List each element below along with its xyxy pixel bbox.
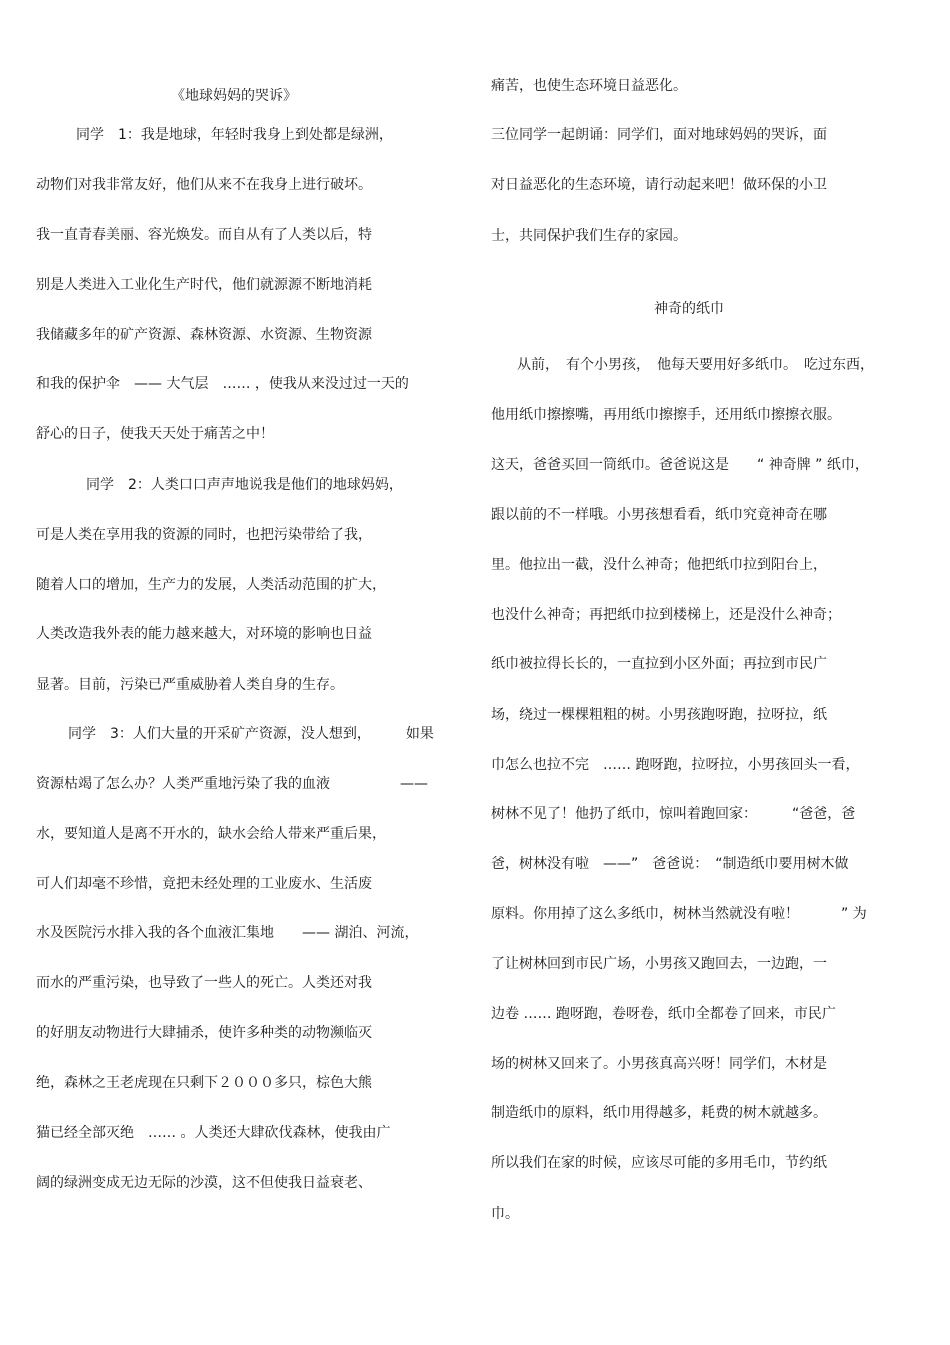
text-line: 别是人类进入工业化生产时代，他们就源源不断地消耗	[36, 277, 372, 293]
text-line: 了让树林回到市民广场，小男孩又跑回去，一边跑，一	[491, 956, 827, 972]
text-line: 所以我们在家的时候，应该尽可能的多用毛巾，节约纸	[491, 1155, 827, 1171]
text-line: 边卷 …… 跑呀跑，卷呀卷，纸巾全都卷了回来，市民广	[491, 1006, 836, 1022]
text-line: 制造纸巾的原料，纸巾用得越多，耗费的树木就越多。	[491, 1105, 827, 1121]
text-line: 这天，爸爸买回一筒纸巾。爸爸说这是 “ 神奇牌 ” 纸巾，	[491, 457, 869, 473]
text-line: 从前， 有个小男孩， 他每天要用好多纸巾。 吃过东西，	[517, 357, 874, 373]
text-line: 对日益恶化的生态环境，请行动起来吧！做环保的小卫	[491, 177, 827, 193]
text-line: 水，要知道人是离不开水的，缺水会给人带来严重后果，	[36, 826, 386, 842]
text-line: 显著。目前，污染已严重威胁着人类自身的生存。	[36, 677, 344, 693]
text-line: 三位同学一起朗诵：同学们，面对地球妈妈的哭诉，面	[491, 127, 827, 143]
text-line: 原料。你用掉了这么多纸巾，树林当然就没有啦！ ” 为	[491, 906, 867, 922]
text-line: 人类改造我外表的能力越来越大，对环境的影响也日益	[36, 626, 372, 642]
text-line: 我储藏多年的矿产资源、森林资源、水资源、生物资源	[36, 327, 372, 343]
text-line: 爸，树林没有啦 ——” 爸爸说： “制造纸巾要用树木做	[491, 856, 849, 872]
text-line: 和我的保护伞 —— 大气层 …… ，使我从来没过过一天的	[36, 376, 409, 392]
text-line: 绝，森林之王老虎现在只剩下２０００多只，棕色大熊	[36, 1075, 372, 1091]
text-line: 痛苦，也使生态环境日益恶化。	[491, 78, 687, 94]
text-line: 舒心的日子，使我天天处于痛苦之中！	[36, 426, 274, 442]
text-line: 动物们对我非常友好，他们从来不在我身上进行破坏。	[36, 177, 372, 193]
earth-title: 《地球妈妈的哭诉》	[171, 88, 297, 104]
text-line: 跟以前的不一样哦。小男孩想看看，纸巾究竟神奇在哪	[491, 507, 827, 523]
text-line: 同学 1：我是地球，年轻时我身上到处都是绿洲，	[76, 127, 393, 143]
text-line: 场，绕过一棵棵粗粗的树。小男孩跑呀跑，拉呀拉，纸	[491, 707, 827, 723]
text-line: 阔的绿洲变成无边无际的沙漠，这不但使我日益衰老、	[36, 1175, 372, 1191]
text-line: 可是人类在享用我的资源的同时，也把污染带给了我，	[36, 527, 372, 543]
text-line: 巾怎么也拉不完 …… 跑呀跑，拉呀拉，小男孩回头一看，	[491, 757, 860, 773]
text-line: 巾。	[491, 1206, 519, 1222]
text-line: 他用纸巾擦擦嘴，再用纸巾擦擦手，还用纸巾擦擦衣服。	[491, 407, 841, 423]
text-line: 猫已经全部灭绝 …… 。人类还大肆砍伐森林，使我由广	[36, 1125, 391, 1141]
text-line: 可人们却毫不珍惜，竟把未经处理的工业废水、生活废	[36, 876, 372, 892]
text-line: 里。他拉出一截，没什么神奇；他把纸巾拉到阳台上，	[491, 557, 827, 573]
text-line: 资源枯竭了怎么办？人类严重地污染了我的血液 ——	[36, 776, 428, 792]
text-line: 的好朋友动物进行大肆捕杀，使许多种类的动物濒临灭	[36, 1025, 372, 1041]
text-line: 随着人口的增加，生产力的发展，人类活动范围的扩大，	[36, 577, 386, 593]
text-line: 纸巾被拉得长长的，一直拉到小区外面；再拉到市民广	[491, 656, 827, 672]
text-line: 同学 2：人类口口声声地说我是他们的地球妈妈，	[86, 477, 403, 493]
text-line: 水及医院污水排入我的各个血液汇集地 —— 湖泊、河流，	[36, 925, 419, 941]
text-line: 而水的严重污染，也导致了一些人的死亡。人类还对我	[36, 975, 372, 991]
text-line: 也没什么神奇；再把纸巾拉到楼梯上，还是没什么神奇；	[491, 607, 841, 623]
text-line: 场的树林又回来了。小男孩真高兴呀！同学们，木材是	[491, 1056, 827, 1072]
text-line: 我一直青春美丽、容光焕发。而自从有了人类以后，特	[36, 227, 372, 243]
text-line: 树林不见了！他扔了纸巾，惊叫着跑回家： “爸爸，爸	[491, 806, 856, 822]
text-line: 同学 3：人们大量的开采矿产资源，没人想到， 如果	[68, 726, 434, 742]
tissue-title: 神奇的纸巾	[654, 301, 724, 317]
text-line: 士，共同保护我们生存的家园。	[491, 228, 687, 244]
